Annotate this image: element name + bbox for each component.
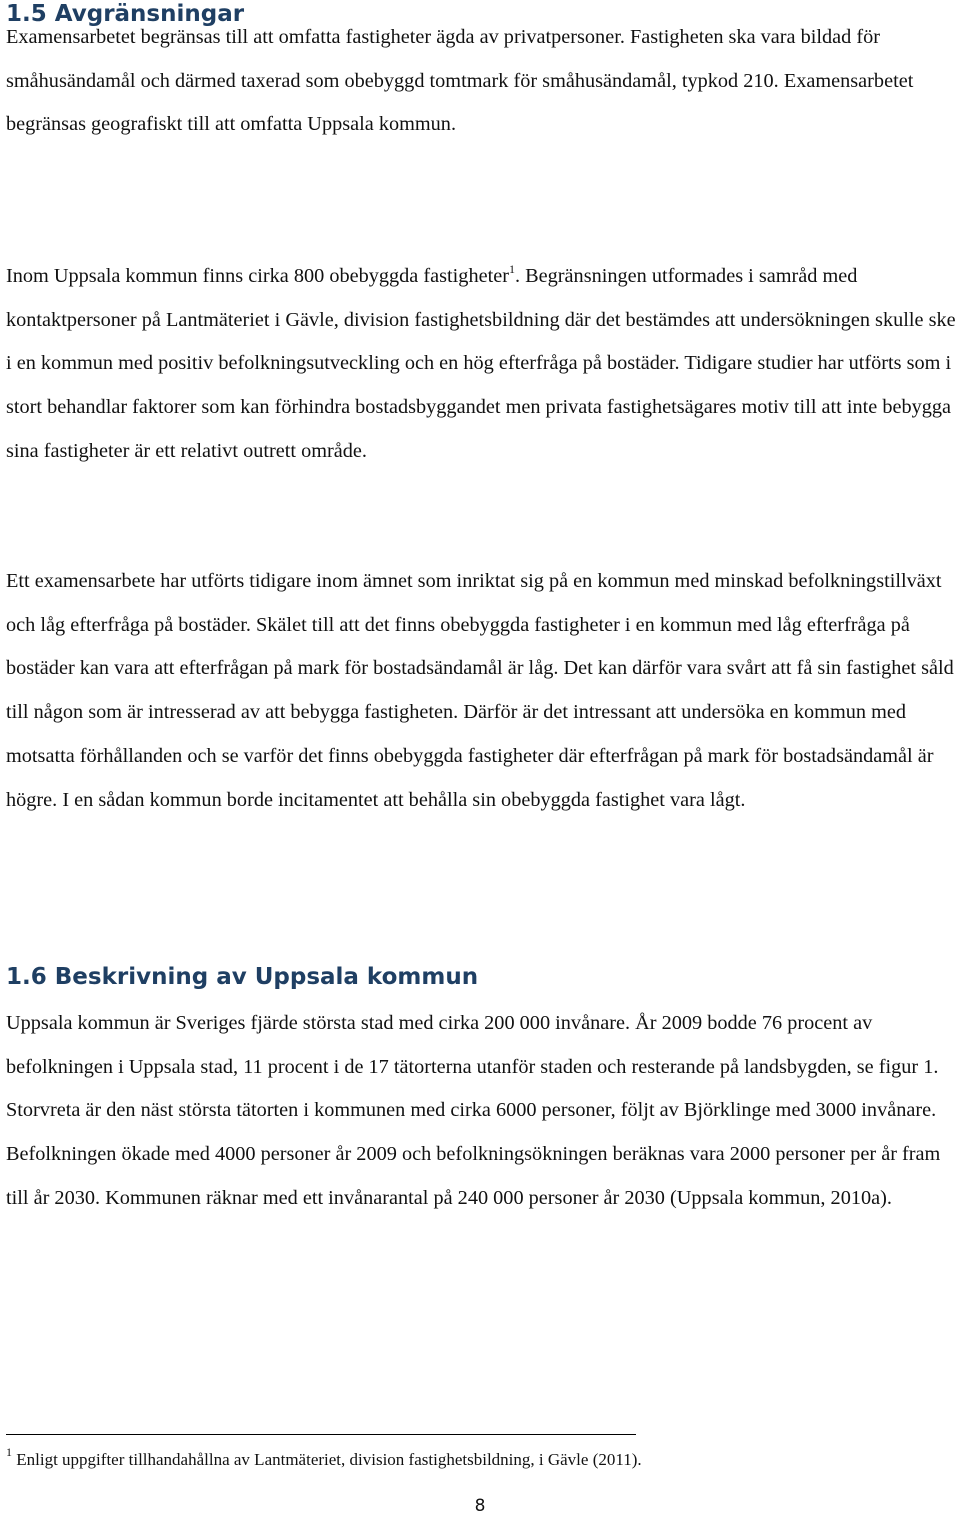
paragraph-scope: Examensarbetet begränsas till att omfatta fastigheter ägda av privatpersoner. Fastigheten ska vara bildad för småhusändamål och därmed taxerad som obebyggd tomtmark för småhusändamål, typkod 210. Examensarbetet begränsas geografiskt till att omfatta Uppsala kommun. [6,26,914,136]
footnote-reference: 1 [508,262,515,276]
paragraph-property-count [6,255,958,474]
footnote [6,1445,642,1472]
section-heading-uppsala: 1.6 Beskrivning av Uppsala kommun [6,964,479,990]
page-number: 8 [474,1496,486,1516]
section-heading-avgransningar: 1.5 Avgränsningar [6,1,245,27]
footnote-marker: 1 [6,1445,12,1459]
footnote-text: Enligt uppgifter tillhandahållna av Lantmäteriet, division fastighetsbildning, i Gävle (2011). [12,1450,642,1469]
paragraph-previous-thesis: Ett examensarbete har utförts tidigare inom ämnet som inriktat sig på en kommun med minskad befolkningstillväxt och låg efterfråga på bostäder. Skälet till att det finns obebyggda fastigheter i en kommun med låg efterfråga på bostäder kan vara att efterfrågan på mark för bostadsändamål är låg. Det kan därför vara svårt att få sin fastighet såld till någon som är intresserad av att bebygga fastigheten. Därför är det intressant att undersöka en kommun med motsatta förhållanden och se varför det finns obebyggda fastigheter där efterfrågan på mark för bostadsändamål är högre. I en sådan kommun borde incitamentet att behålla sin obebyggda fastighet vara lågt. [6,570,954,811]
footnote-separator [6,1434,636,1435]
paragraph-uppsala-description: Uppsala kommun är Sveriges fjärde största stad med cirka 200 000 invånare. År 2009 bodde 76 procent av befolkningen i Uppsala stad, 11 procent i de 17 tätorterna utanför staden och resterande på landsbygden, se figur 1. Storvreta är den näst största tätorten i kommunen med cirka 6000 personer, följt av Björklinge med 3000 invånare. Befolkningen ökade med 4000 personer år 2009 och befolkningsökningen beräknas vara 2000 personer per år fram till år 2030. Kommunen räknar med ett invånarantal på 240 000 personer år 2030 (Uppsala kommun, 2010a). [6,1012,941,1209]
paragraph-text-before-ref: Inom Uppsala kommun finns cirka 800 obebyggda fastigheter [6,265,509,287]
paragraph-text-after-ref: . Begränsningen utformades i samråd med kontaktpersoner på Lantmäteriet i Gävle, division fastighetsbildning där det bestämdes att undersökningen skulle ske i en kommun med positiv befolkningsutveckling och en hög efterfråga på bostäder. Tidigare studier har utförts som i stort behandlar faktorer som kan förhindra bostadsbyggandet men privata fastighetsägares motiv till att inte bebygga sina fastigheter är ett relativt outrett område. [6,265,956,462]
